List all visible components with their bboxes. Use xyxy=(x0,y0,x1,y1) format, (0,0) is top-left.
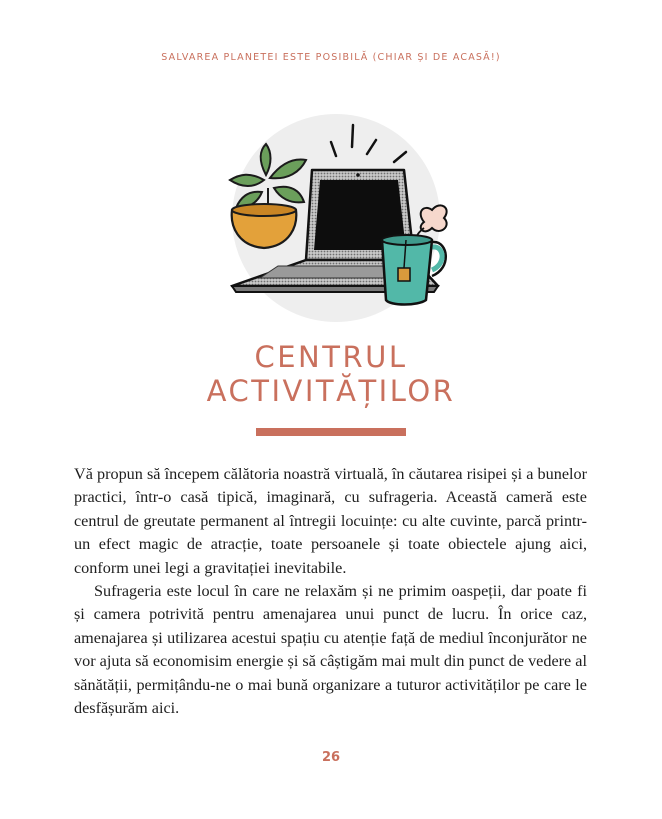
chapter-title-line-2: ACTIVITĂȚILOR xyxy=(206,374,456,408)
paragraph-2: Sufrageria este locul în care ne relaxăm și ne primim oaspeții, dar poate fi și camera potrivită pentru amenajarea unui punct de lucru. În orice caz, amenajarea și utilizarea acestui spațiu cu atenție față de mediul înconjurător ne vor ajuta să economisim energie și să câștigăm mai mult din punct de vedere al sănătății, permițându-ne o mai bună organizare a tuturor activităților pe care le desfășurăm aici. xyxy=(74,582,587,718)
chapter-title-line-1: CENTRUL xyxy=(254,340,408,374)
running-header: SALVAREA PLANETEI ESTE POSIBILĂ (CHIAR ȘI DE ACASĂ!) xyxy=(161,52,501,63)
chapter-illustration xyxy=(218,100,454,322)
paragraph-1: Vă propun să începem călătoria noastră virtuală, în căutarea risipei și a bunelor practici, într-o casă tipică, imaginară, cu sufrageria. Această cameră este centrul de greutate permanent al întregii locuințe: cu alte cuvinte, parcă printr-un efect magic de atracție, toate persoanele și toate obiectele ajung aici, conform unei legi a gravitației inevitabile. xyxy=(74,465,587,577)
title-underline-bar xyxy=(256,428,406,436)
body-text xyxy=(74,463,587,720)
chapter-title xyxy=(0,340,662,408)
page-number: 26 xyxy=(321,750,341,765)
